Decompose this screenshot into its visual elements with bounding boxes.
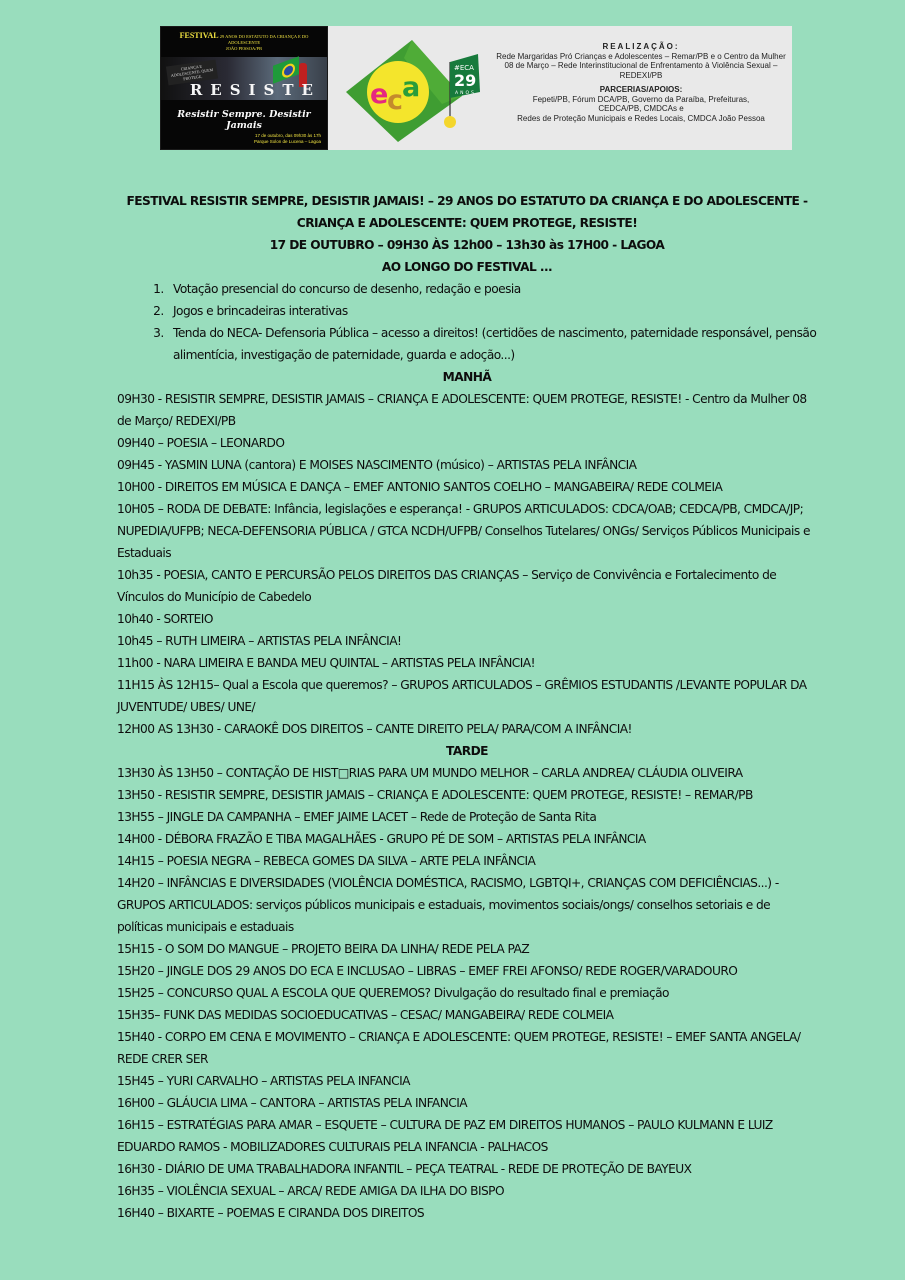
- schedule-entry: 16H00 – GLÁUCIA LIMA – CANTORA – ARTISTAS PELA INFANCIA: [117, 1096, 468, 1110]
- schedule-entry: 16H35 – VIOLÊNCIA SEXUAL – ARCA/ REDE AMIGA DA ILHA DO BISPO: [117, 1184, 505, 1198]
- schedule-entry: 11H15 ÀS 12H15– Qual a Escola que queremos? – GRUPOS ARTICULADOS – GRÊMIOS ESTUDANTIS /LEVANTE POPULAR DA JUVENTUDE/ UBES/ UNE/: [117, 678, 807, 714]
- festival-poster: [160, 26, 328, 150]
- eca-letter-c: c: [387, 85, 404, 116]
- schedule-entry: 10H05 – RODA DE DEBATE: Infância, legislações e esperança! - GRUPOS ARTICULADOS: CDCA/OAB; CEDCA/PB, CMDCA/JP; NUPEDIA/UFPB; NECA-DEFENSORIA PÚBLICA / GTCA NCDH/UFPB/ Conselhos Tutelares/ ONGs/ Serviços Públicos Municipais e Estaduais: [117, 502, 810, 560]
- realizacao-text: Rede Margaridas Pró Crianças e Adolescentes – Remar/PB e o Centro da Mulher 08 de Março – Rede Interinstitucional de Enfrentamento à Violência Sexual – REDEXI/PB: [496, 51, 786, 80]
- poster-title: [165, 33, 323, 52]
- schedule-entry: 15H25 – CONCURSO QUAL A ESCOLA QUE QUEREMOS? Divulgação do resultado final e premiação: [117, 986, 669, 1000]
- poster-date-line2: Parque Solon de Lucena – Lagoa: [253, 139, 321, 144]
- poster-title-rest: 29 ANOS DO ESTATUTO DA CRIANÇA E DO ADOLESCENTE: [219, 34, 309, 45]
- poster-city: JOÃO PESSOA/PB: [225, 46, 263, 51]
- document-title-line1: FESTIVAL RESISTIR SEMPRE, DESISTIR JAMAIS! – 29 ANOS DO ESTATUTO DA CRIANÇA E DO ADOLESCENTE -: [126, 194, 808, 208]
- schedule-entry: 14H00 - DÉBORA FRAZÃO E TIBA MAGALHÃES - GRUPO PÉ DE SOM – ARTISTAS PELA INFÂNCIA: [117, 832, 646, 846]
- flag-word: ANOS: [455, 91, 476, 96]
- schedule-entry: 12H00 AS 13H30 - CARAOKÊ DOS DIREITOS – CANTE DIREITO PELA/ PARA/COM A INFÂNCIA!: [117, 722, 632, 736]
- schedule-entry: 15H35– FUNK DAS MEDIDAS SOCIOEDUCATIVAS – CESAC/ MANGABEIRA/ REDE COLMEIA: [117, 1008, 614, 1022]
- poster-resiste-word: RESISTE: [189, 81, 321, 99]
- afternoon-schedule: [117, 762, 817, 1224]
- flag-tag: #ECA: [454, 64, 474, 72]
- schedule-entry: 15H45 – YURI CARVALHO – ARTISTAS PELA INFANCIA: [117, 1074, 410, 1088]
- schedule-entry: 13H50 - RESISTIR SEMPRE, DESISTIR JAMAIS – CRIANÇA E ADOLESCENTE: QUEM PROTEGE, RESISTE! – REMAR/PB: [117, 788, 753, 802]
- credits-panel: [328, 26, 792, 150]
- parcerias-line1: Fepeti/PB, Fórum DCA/PB, Governo da Paraíba, Prefeituras,: [532, 94, 750, 104]
- schedule-entry: 15H40 - CORPO EM CENA E MOVIMENTO – CRIANÇA E ADOLESCENTE: QUEM PROTEGE, RESISTE! – EMEF SANTA ANGELA/ REDE CRER SER: [117, 1030, 801, 1066]
- schedule-entry: 09H40 – POESIA – LEONARDO: [117, 436, 285, 450]
- schedule-entry: 10h35 - POESIA, CANTO E PERCURSÃO PELOS DIREITOS DAS CRIANÇAS – Serviço de Convivência e Fortalecimento de Vínculos do Município de Cabedelo: [117, 568, 777, 604]
- schedule-entry: 13H30 ÀS 13H50 – CONTAÇÃO DE HIST□RIAS PARA UM MUNDO MELHOR – CARLA ANDREA/ CLÁUDIA OLIVEIRA: [117, 766, 743, 780]
- poster-slogan: Resistir Sempre. Desistir Jamais: [177, 109, 311, 131]
- header-banner: [160, 26, 792, 150]
- eca-29-anos-logo: [342, 34, 482, 144]
- schedule-entry: 15H15 - O SOM DO MANGUE – PROJETO BEIRA DA LINHA/ REDE PELA PAZ: [117, 942, 530, 956]
- schedule-entry: 16H15 – ESTRATÉGIAS PARA AMAR – ESQUETE – CULTURA DE PAZ EM DIREITOS HUMANOS – PAULO KULMANN E LUIZ EDUARDO RAMOS - MOBILIZADORES CULTURAIS PELA INFANCIA - PALHACOS: [117, 1118, 773, 1154]
- program-document: [117, 190, 817, 1224]
- document-date-line: 17 DE OUTUBRO – 09H30 ÀS 12h00 – 13h30 às 17H00 - LAGOA: [269, 238, 665, 252]
- schedule-entry: 11h00 - NARA LIMEIRA E BANDA MEU QUINTAL – ARTISTAS PELA INFÂNCIA!: [117, 656, 535, 670]
- schedule-entry: 16H30 - DIÁRIO DE UMA TRABALHADORA INFANTIL – PEÇA TEATRAL - REDE DE PROTEÇÃO DE BAYEUX: [117, 1162, 692, 1176]
- schedule-entry: 10H00 - DIREITOS EM MÚSICA E DANÇA – EMEF ANTONIO SANTOS COELHO – MANGABEIRA/ REDE COLMEIA: [117, 480, 723, 494]
- list-item: 2. Jogos e brincadeiras interativas: [167, 300, 817, 322]
- schedule-entry: 16H40 – BIXARTE – POEMAS E CIRANDA DOS DIREITOS: [117, 1206, 425, 1220]
- schedule-entry: 09H45 - YASMIN LUNA (cantora) E MOISES NASCIMENTO (músico) – ARTISTAS PELA INFÂNCIA: [117, 458, 637, 472]
- eca-letter-a: a: [402, 72, 421, 103]
- along-festival-heading: AO LONGO DO FESTIVAL ...: [381, 260, 553, 274]
- poster-date: [254, 133, 321, 145]
- parcerias-line2: CEDCA/PB, CMDCAs e: [598, 104, 684, 113]
- schedule-entry: 15H20 – JINGLE DOS 29 ANOS DO ECA E INCLUSAO – LIBRAS – EMEF FREI AFONSO/ REDE ROGER/VARADOURO: [117, 964, 738, 978]
- schedule-entry: 10h40 - SORTEIO: [117, 612, 213, 626]
- schedule-entry: 13H55 – JINGLE DA CAMPANHA – EMEF JAIME LACET – Rede de Proteção de Santa Rita: [117, 810, 597, 824]
- morning-heading: MANHÃ: [442, 370, 492, 384]
- poster-side-text: CRIANÇA E ADOLESCENTE: QUEM PROTEGE,: [166, 60, 218, 86]
- along-festival-list: [117, 278, 817, 366]
- credits-text: [496, 42, 786, 123]
- document-title-line2: CRIANÇA E ADOLESCENTE: QUEM PROTEGE, RESISTE!: [296, 216, 638, 230]
- poster-title-festival: FESTIVAL: [179, 31, 219, 40]
- list-item: 1. Votação presencial do concurso de desenho, redação e poesia: [167, 278, 817, 300]
- flag-number: 29: [454, 71, 477, 90]
- morning-schedule: [117, 388, 817, 740]
- list-item: 3. Tenda do NECA- Defensoria Pública – acesso a direitos! (certidões de nascimento, paternidade responsável, pensão alimentícia, investigação de paternidade, guarda e adoção...): [167, 322, 817, 366]
- afternoon-heading: TARDE: [446, 744, 488, 758]
- schedule-entry: 14H20 – INFÂNCIAS E DIVERSIDADES (VIOLÊNCIA DOMÉSTICA, RACISMO, LGBTQI+, CRIANÇAS COM DEFICIÊNCIAS...) - GRUPOS ARTICULADOS: serviços públicos municipais e estaduais, movimentos sociais/ongs/ conselhos setoriais e de políticas municipais e estaduais: [117, 876, 779, 934]
- poster-date-line1: 17 de outubro, das 09h30 às 17h: [254, 133, 321, 138]
- parcerias-title: PARCERIAS/APOIOS:: [599, 85, 683, 94]
- eca-letter-e: e: [370, 79, 389, 110]
- realizacao-title: REALIZAÇÃO:: [602, 42, 680, 51]
- hand-icon: [444, 116, 456, 128]
- schedule-entry: 10h45 – RUTH LIMEIRA – ARTISTAS PELA INFÂNCIA!: [117, 634, 402, 648]
- schedule-entry: 09H30 - RESISTIR SEMPRE, DESISTIR JAMAIS – CRIANÇA E ADOLESCENTE: QUEM PROTEGE, RESISTE! - Centro da Mulher 08 de Março/ REDEXI/PB: [117, 392, 807, 428]
- parcerias-line3: Redes de Proteção Municipais e Redes Locais, CMDCA João Pessoa: [517, 113, 765, 123]
- schedule-entry: 14H15 – POESIA NEGRA – REBECA GOMES DA SILVA – ARTE PELA INFÂNCIA: [117, 854, 536, 868]
